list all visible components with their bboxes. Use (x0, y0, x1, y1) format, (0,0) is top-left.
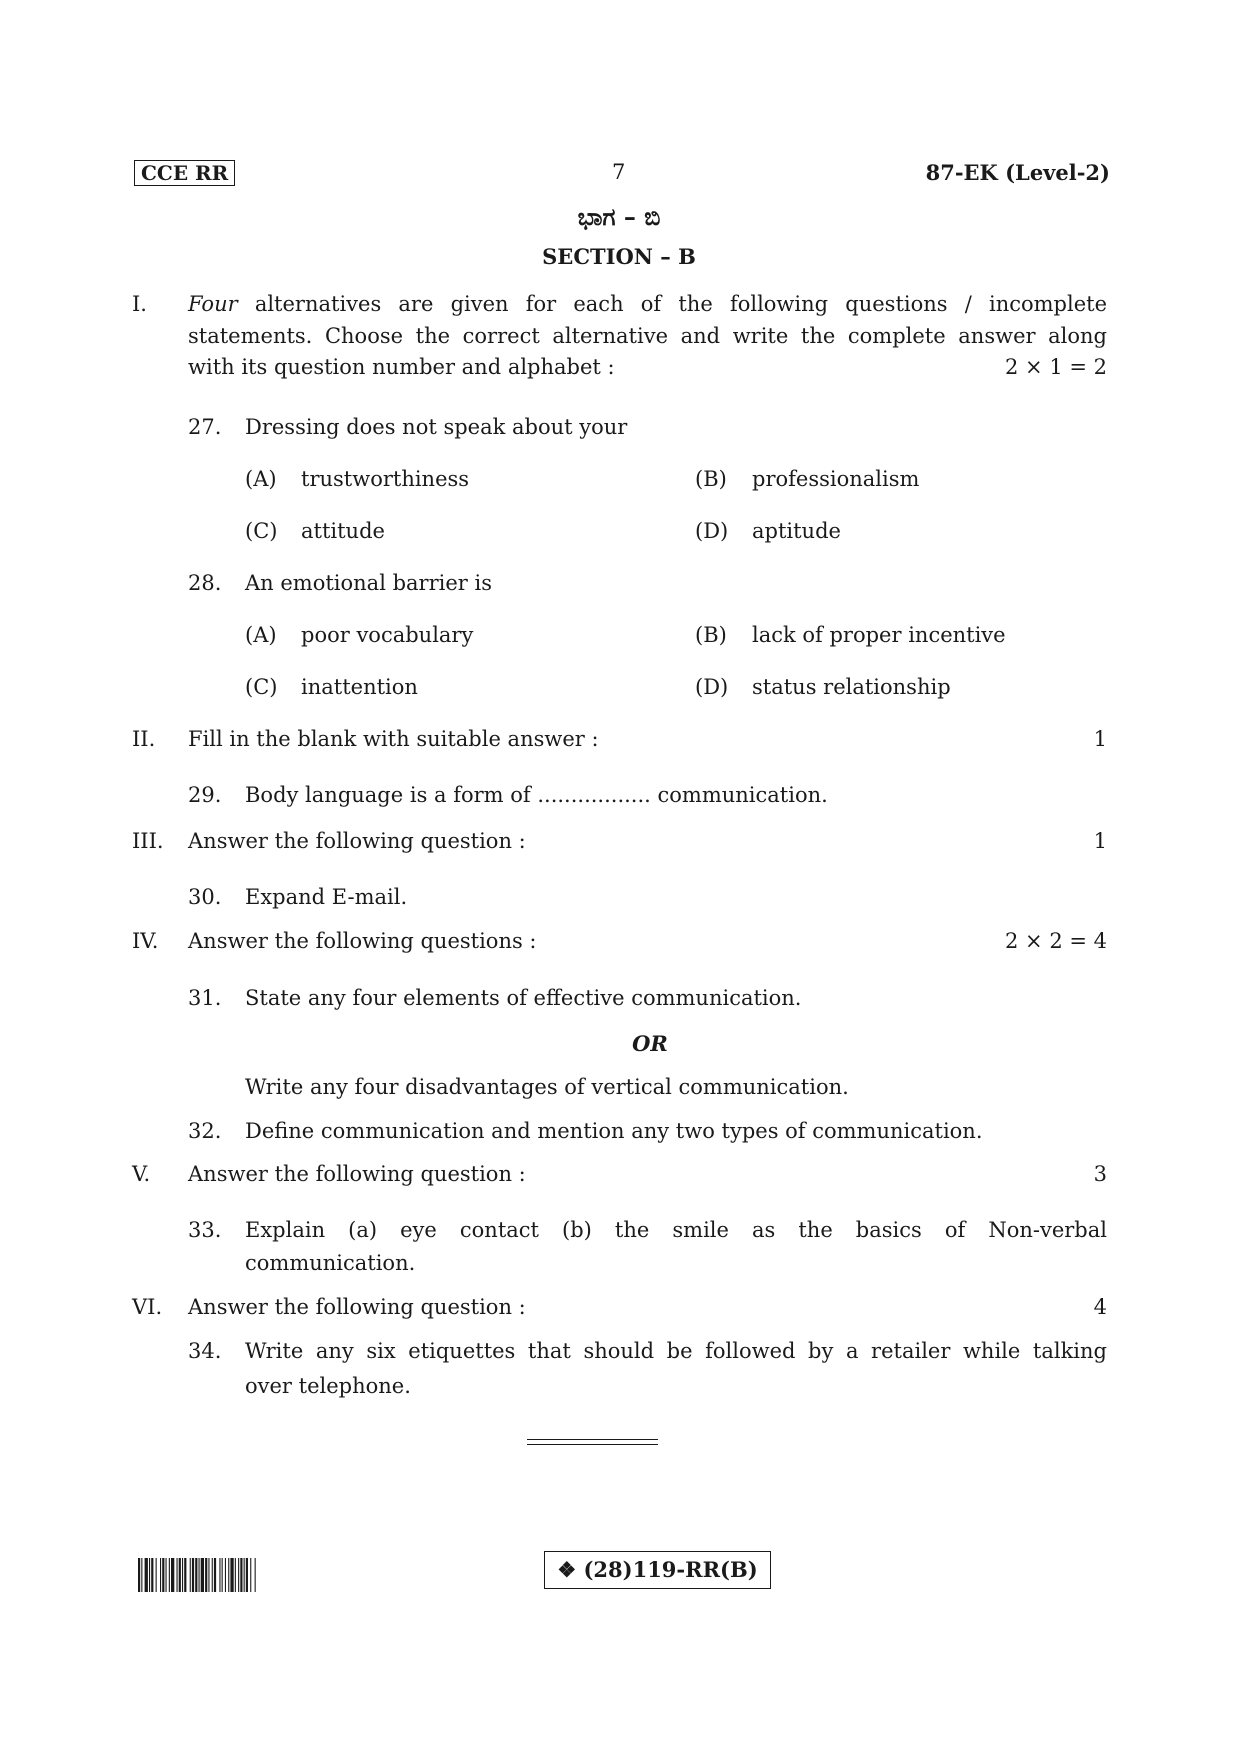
part-instruction-line (188, 292, 1107, 316)
question-text: Write any four disadvantages of vertical communication. (245, 1075, 849, 1099)
part-numeral: VI. (132, 1295, 163, 1319)
question-number: 33. (188, 1218, 222, 1242)
option-letter: (C) (245, 675, 278, 699)
option-text: lack of proper incentive (752, 623, 1006, 647)
part-instruction-line: Answer the following questions : (188, 929, 537, 953)
option-letter: (A) (245, 623, 277, 647)
part-numeral: I. (132, 292, 147, 316)
part-numeral: III. (132, 829, 164, 853)
question-number: 29. (188, 783, 222, 807)
question-text: State any four elements of effective communication. (245, 986, 802, 1010)
marks: 2 × 1 = 2 (1005, 355, 1107, 379)
question-text: Explain (a) eye contact (b) the smile as the basics of Non-verbal (245, 1218, 1107, 1242)
option-letter: (A) (245, 467, 277, 491)
instruction-italic: Four (188, 292, 238, 316)
option-letter: (D) (695, 675, 729, 699)
marks: 1 (1093, 829, 1107, 853)
end-rule (527, 1444, 658, 1445)
question-number: 28. (188, 571, 222, 595)
option-letter: (B) (695, 467, 727, 491)
question-text: Define communication and mention any two types of communication. (245, 1119, 983, 1143)
marks: 1 (1093, 727, 1107, 751)
instruction-text: alternatives are given for each of the following questions / incomplete (237, 292, 1107, 316)
option-text: aptitude (752, 519, 841, 543)
part-instruction-line: Fill in the blank with suitable answer : (188, 727, 599, 751)
question-text: Body language is a form of ................. communication. (245, 783, 828, 807)
or-label: OR (632, 1031, 668, 1056)
footer-code-box: ❖ (28)119-RR(B) (544, 1551, 771, 1589)
part-instruction-line: Answer the following question : (188, 1295, 526, 1319)
section-title-kannada: ಭಾಗ – ಬಿ (577, 202, 661, 231)
question-text: Write any six etiquettes that should be followed by a retailer while talking (245, 1339, 1107, 1363)
part-numeral: V. (132, 1162, 151, 1186)
option-letter: (B) (695, 623, 727, 647)
part-instruction-line: with its question number and alphabet : (188, 355, 615, 379)
option-letter: (D) (695, 519, 729, 543)
question-text: communication. (245, 1251, 416, 1275)
question-number: 27. (188, 415, 222, 439)
question-text: Expand E-mail. (245, 885, 408, 909)
marks: 4 (1093, 1295, 1107, 1319)
marks: 2 × 2 = 4 (1005, 929, 1107, 953)
barcode-icon (138, 1558, 378, 1592)
question-number: 32. (188, 1119, 222, 1143)
question-text: Dressing does not speak about your (245, 415, 628, 439)
question-number: 34. (188, 1339, 222, 1363)
marks: 3 (1093, 1162, 1107, 1186)
part-numeral: II. (132, 727, 156, 751)
part-instruction-line: statements. Choose the correct alternative and write the complete answer along (188, 324, 1107, 348)
header-code-box: CCE RR (134, 160, 235, 186)
end-rule (527, 1439, 658, 1440)
question-number: 30. (188, 885, 222, 909)
option-text: attitude (301, 519, 385, 543)
question-number: 31. (188, 986, 222, 1010)
option-letter: (C) (245, 519, 278, 543)
option-text: status relationship (752, 675, 951, 699)
part-instruction-line: Answer the following question : (188, 829, 526, 853)
option-text: trustworthiness (301, 467, 470, 491)
paper-code: 87-EK (Level-2) (925, 160, 1110, 185)
section-title: SECTION – B (542, 244, 696, 269)
question-text: over telephone. (245, 1374, 411, 1398)
part-instruction-line: Answer the following question : (188, 1162, 526, 1186)
option-text: poor vocabulary (301, 623, 474, 647)
question-text: An emotional barrier is (245, 571, 492, 595)
option-text: inattention (301, 675, 418, 699)
page-number: 7 (612, 160, 626, 184)
part-numeral: IV. (132, 929, 159, 953)
option-text: professionalism (752, 467, 920, 491)
